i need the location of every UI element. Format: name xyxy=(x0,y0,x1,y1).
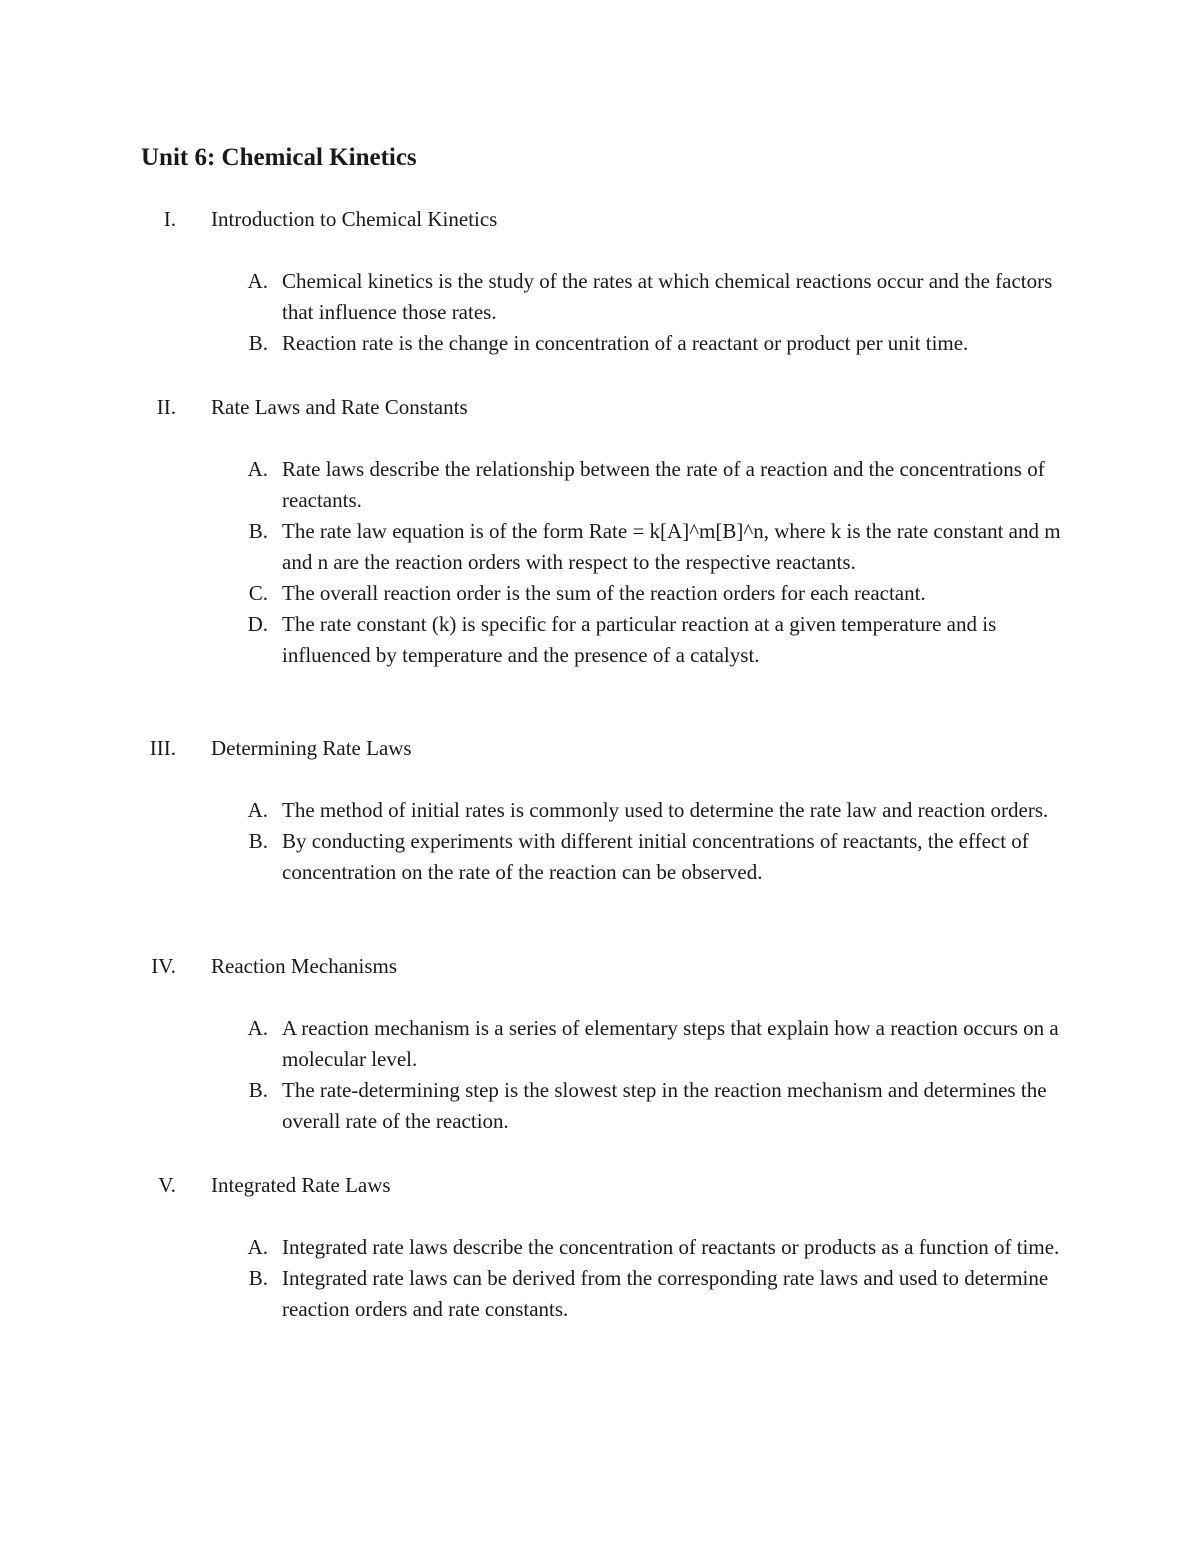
section-item-list xyxy=(0,266,1200,359)
item-text: The overall reaction order is the sum of the reaction orders for each reactant. xyxy=(282,581,926,605)
list-item xyxy=(0,328,1200,359)
list-item xyxy=(0,1232,1200,1263)
section-item-list xyxy=(0,1232,1200,1325)
item-label: B. xyxy=(248,331,268,355)
item-label: A. xyxy=(247,457,268,481)
item-text: Reaction rate is the change in concentration of a reactant or product per unit time. xyxy=(282,331,969,355)
list-item xyxy=(0,826,1200,888)
section-heading: Integrated Rate Laws xyxy=(211,1173,391,1197)
document-title: Unit 6: Chemical Kinetics xyxy=(141,144,417,171)
list-item xyxy=(0,609,1200,671)
item-label: B. xyxy=(248,1078,268,1102)
item-label: C. xyxy=(248,581,268,605)
item-label: A. xyxy=(247,1016,268,1040)
item-text: A reaction mechanism is a series of elementary steps that explain how a reaction occurs on a molecular level. xyxy=(282,1016,1059,1071)
item-label: A. xyxy=(247,269,268,293)
section-heading: Rate Laws and Rate Constants xyxy=(211,395,468,419)
item-label: A. xyxy=(247,1235,268,1259)
list-item xyxy=(0,266,1200,328)
section-numeral: I. xyxy=(163,207,176,231)
item-label: D. xyxy=(247,612,268,636)
section-numeral: V. xyxy=(158,1173,176,1197)
section-numeral: II. xyxy=(156,395,176,419)
item-text: The method of initial rates is commonly used to determine the rate law and reaction orders. xyxy=(282,798,1049,822)
item-label: B. xyxy=(248,519,268,543)
list-item xyxy=(0,1075,1200,1137)
item-label: B. xyxy=(248,1266,268,1290)
section-numeral: IV. xyxy=(151,954,176,978)
item-label: B. xyxy=(248,829,268,853)
list-item xyxy=(0,454,1200,516)
section-heading: Introduction to Chemical Kinetics xyxy=(211,207,498,231)
item-text: Chemical kinetics is the study of the rates at which chemical reactions occur and the factors that influence those rates. xyxy=(282,269,1053,324)
item-text: The rate constant (k) is specific for a particular reaction at a given temperature and is influenced by temperature and the presence of a catalyst. xyxy=(282,612,997,667)
section-heading: Reaction Mechanisms xyxy=(211,954,398,978)
list-item xyxy=(0,1013,1200,1075)
section-numeral: III. xyxy=(149,736,176,760)
list-item xyxy=(0,1263,1200,1325)
section-item-list xyxy=(0,1013,1200,1137)
item-text: The rate-determining step is the slowest step in the reaction mechanism and determines the overall rate of the reaction. xyxy=(282,1078,1047,1133)
item-text: The rate law equation is of the form Rate = k[A]^m[B]^n, where k is the rate constant and m and n are the reaction orders with respect to the respective reactants. xyxy=(282,519,1061,574)
list-item xyxy=(0,795,1200,826)
section-item-list xyxy=(0,454,1200,671)
item-label: A. xyxy=(247,798,268,822)
section-heading: Determining Rate Laws xyxy=(211,736,412,760)
item-text: Rate laws describe the relationship between the rate of a reaction and the concentrations of reactants. xyxy=(282,457,1045,512)
item-text: By conducting experiments with different initial concentrations of reactants, the effect of concentration on the rate of the reaction can be observed. xyxy=(282,829,1029,884)
section-item-list xyxy=(0,795,1200,888)
list-item xyxy=(0,578,1200,609)
item-text: Integrated rate laws describe the concentration of reactants or products as a function of time. xyxy=(282,1235,1060,1259)
item-text: Integrated rate laws can be derived from the corresponding rate laws and used to determine reaction orders and rate constants. xyxy=(282,1266,1049,1321)
list-item xyxy=(0,516,1200,578)
